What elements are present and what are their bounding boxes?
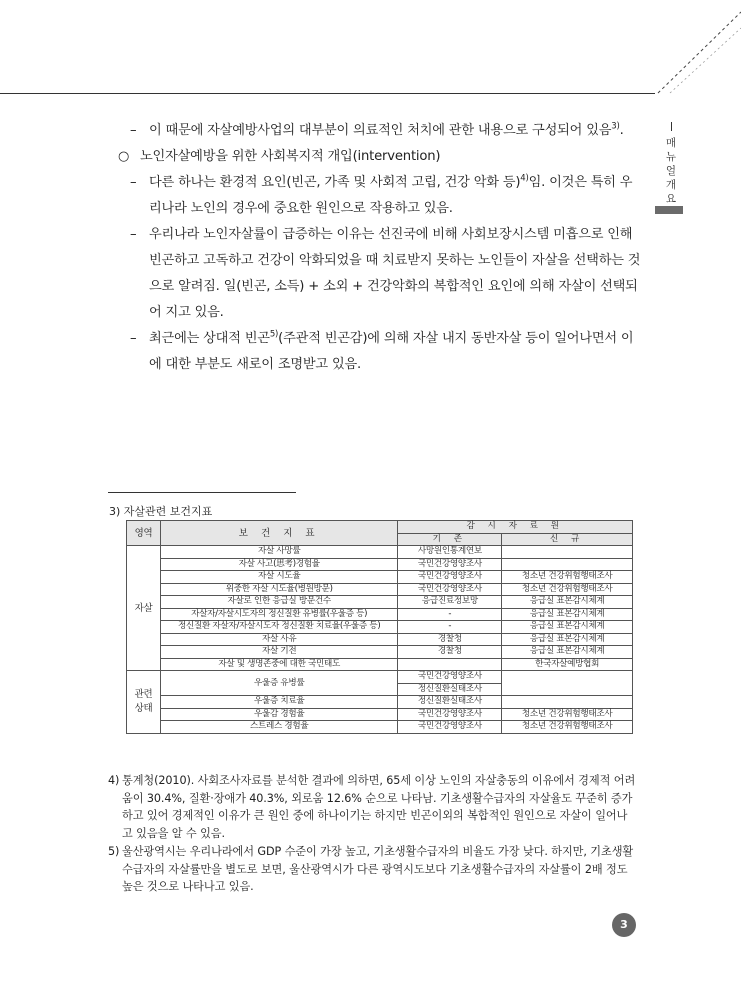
cell-new: 응급실 표본감시체계 — [502, 621, 633, 634]
footnote-ref: 3) — [611, 121, 620, 132]
cell-existing: 정신질환실태조사 — [398, 683, 502, 696]
paragraph-text: 우리나라 노인자살률이 급증하는 이유는 선진국에 비해 사회보장시스템 미흡으로 인해 빈곤하고 고독하고 건강이 악화되었을 때 치료받지 못하는 노인들이 자살을 선택하는 것으로 알려짐. 일(빈곤, 소득) + 소외 + 건강악화의 복합적인 요인에 의해 자살이 선택되어 지고 있음. — [149, 227, 641, 320]
cell-existing: 국민건강영양조사 — [398, 708, 502, 721]
heading-text: 노인자살예방을 위한 사회복지적 개입(intervention) — [140, 149, 441, 164]
dash-marker: – — [130, 123, 137, 138]
table-row — [127, 596, 633, 609]
footnote-4 — [108, 772, 638, 842]
cell-indicator: 우울감 경험율 — [160, 708, 397, 721]
cell-indicator: 자살자/자살시도자의 정신질환 유병률(우울증 등) — [160, 608, 397, 621]
cell-new: 청소년 건강위험행태조사 — [502, 571, 633, 584]
cell-indicator: 자살 사유 — [160, 633, 397, 646]
cell-indicator: 자살 사고(思考)경험율 — [160, 558, 397, 571]
chapter-tab-block — [655, 206, 683, 214]
table-row — [127, 608, 633, 621]
group-label-line: 상태 — [134, 702, 153, 714]
table-row — [127, 571, 633, 584]
footnote-ref: 4) — [520, 173, 529, 184]
cell-existing: 국민건강영양조사 — [398, 571, 502, 584]
cell-indicator: 자살 및 생명존중에 대한 국민태도 — [160, 658, 397, 671]
cell-indicator: 자살 사망률 — [160, 546, 397, 559]
table-row — [127, 658, 633, 671]
table-row — [127, 558, 633, 571]
cell-new — [502, 671, 633, 696]
page-number: 3 — [612, 913, 636, 937]
cell-existing — [398, 658, 502, 671]
paragraph-text: 최근에는 상대적 빈곤 — [149, 331, 270, 346]
group-suicide: 자살 — [127, 546, 161, 671]
cell-indicator: 스트레스 경험율 — [160, 721, 397, 734]
cell-new: 청소년 건강위험행태조사 — [502, 721, 633, 734]
footnote-3-title: 3) 자살관련 보건지표 — [109, 505, 213, 518]
cell-indicator: 우울증 치료율 — [160, 696, 397, 709]
paragraph-text: . — [619, 123, 624, 138]
footnote-5 — [108, 843, 638, 896]
cell-new — [502, 696, 633, 709]
cell-indicator: 자살로 인한 응급실 방문건수 — [160, 596, 397, 609]
footnote-number: 5) — [108, 845, 120, 858]
table-row — [127, 583, 633, 596]
cell-new: 한국자살예방협회 — [502, 658, 633, 671]
cell-indicator: 자살 기전 — [160, 646, 397, 659]
chapter-roman-marker — [671, 122, 672, 131]
group-related-state — [127, 671, 161, 734]
cell-existing: 국민건강영양조사 — [398, 721, 502, 734]
footnote-ref: 5) — [269, 329, 279, 340]
dash-marker: – — [130, 331, 137, 346]
cell-existing: 국민건강영양조사 — [398, 558, 502, 571]
table-row — [127, 696, 633, 709]
cell-new — [502, 558, 633, 571]
cell-existing: 경찰청 — [398, 646, 502, 659]
header-indicator: 보 건 지 표 — [160, 521, 397, 546]
cell-indicator: 정신질환 자살자/자살시도자 정신질환 치료율(우울증 등) — [160, 621, 397, 634]
cell-existing: 국민건강영양조사 — [398, 671, 502, 684]
footnotes — [108, 772, 638, 897]
table-row — [127, 721, 633, 734]
table-row — [127, 671, 633, 684]
cell-new: 청소년 건강위험행태조사 — [502, 708, 633, 721]
cell-new — [502, 546, 633, 559]
header-rule — [0, 93, 655, 94]
header-existing: 기 존 — [398, 533, 502, 546]
paragraph-text: (주관적 빈곤감)에 의해 자살 내지 동반자살 등이 일어나면서 이에 대한 부분도 새로이 조명받고 있음. — [149, 331, 634, 372]
cell-existing: 사망원인통계연보 — [398, 546, 502, 559]
header-source: 감 시 자 료 원 — [398, 521, 633, 534]
cell-new: 응급실 표본감시체계 — [502, 596, 633, 609]
paragraph-text: 임. 이것은 특히 우리나라 노인의 경우에 중요한 원인으로 작용하고 있음. — [149, 175, 633, 216]
table-row — [127, 646, 633, 659]
cell-existing: 응급진료정보망 — [398, 596, 502, 609]
dash-marker: – — [130, 175, 137, 190]
main-body — [118, 118, 643, 378]
cell-indicator: 우울증 유병률 — [160, 671, 397, 696]
table-row — [127, 546, 633, 559]
table-row — [127, 708, 633, 721]
bullet-paragraph — [118, 222, 643, 326]
cell-new: 응급실 표본감시체계 — [502, 646, 633, 659]
paragraph-text: 다른 하나는 환경적 요인(빈곤, 가족 및 사회적 고립, 건강 악화 등) — [149, 175, 521, 190]
cell-new: 청소년 건강위험행태조사 — [502, 583, 633, 596]
footnote-text: 통계청(2010). 사회조사자료를 분석한 결과에 의하면, 65세 이상 노인의 자살충동의 이유에서 경제적 어려움이 30.4%, 질환·장애가 40.3%, 외로움 12.6% 순으로 나타남. 기초생활수급자의 자살율도 꾸준히 증가하고 있어 경제적인 이유가 큰 원인 중에 하나이기는 하지만 빈곤이외의 복합적인 원인으로 자살이 일어나고 있음을 알 수 있음. — [122, 774, 636, 840]
section-heading — [118, 144, 643, 170]
table-row — [127, 633, 633, 646]
paragraph-text: 이 때문에 자살예방사업의 대부분이 의료적인 처치에 관한 내용으로 구성되어 — [149, 123, 583, 138]
group-label-line: 관련 — [134, 688, 153, 700]
paragraph-text: 있음 — [586, 123, 612, 138]
footnote-separator — [108, 492, 296, 493]
circle-marker: ○ — [118, 149, 130, 164]
cell-existing: - — [398, 608, 502, 621]
cell-new: 응급실 표본감시체계 — [502, 633, 633, 646]
chapter-side-tab — [664, 122, 678, 206]
cell-new: 응급실 표본감시체계 — [502, 608, 633, 621]
bullet-paragraph — [118, 170, 643, 222]
header-area: 영역 — [127, 521, 161, 546]
footnote-number: 4) — [108, 774, 120, 787]
header-new: 신 규 — [502, 533, 633, 546]
cell-existing: 경찰청 — [398, 633, 502, 646]
cell-existing: - — [398, 621, 502, 634]
cell-indicator: 위중한 자살 시도율(병원방문) — [160, 583, 397, 596]
footnote-text: 울산광역시는 우리나라에서 GDP 수준이 가장 높고, 기초생활수급자의 비율도 가장 낮다. 하지만, 기초생활수급자의 자살률만을 별도로 보면, 울산광역시가 다른 광역시도보다 기초생활수급자의 자살률이 2배 정도 높은 것으로 나타나고 있음. — [122, 845, 634, 893]
suicide-indicator-table — [126, 520, 633, 734]
corner-decoration — [640, 0, 741, 100]
bullet-paragraph — [118, 118, 643, 144]
cell-existing: 정신질환실태조사 — [398, 696, 502, 709]
table-row — [127, 621, 633, 634]
dash-marker: – — [130, 227, 137, 242]
chapter-label: 매뉴얼개요 — [665, 137, 677, 205]
bullet-paragraph — [118, 326, 643, 378]
cell-existing: 국민건강영양조사 — [398, 583, 502, 596]
cell-indicator: 자살 시도율 — [160, 571, 397, 584]
